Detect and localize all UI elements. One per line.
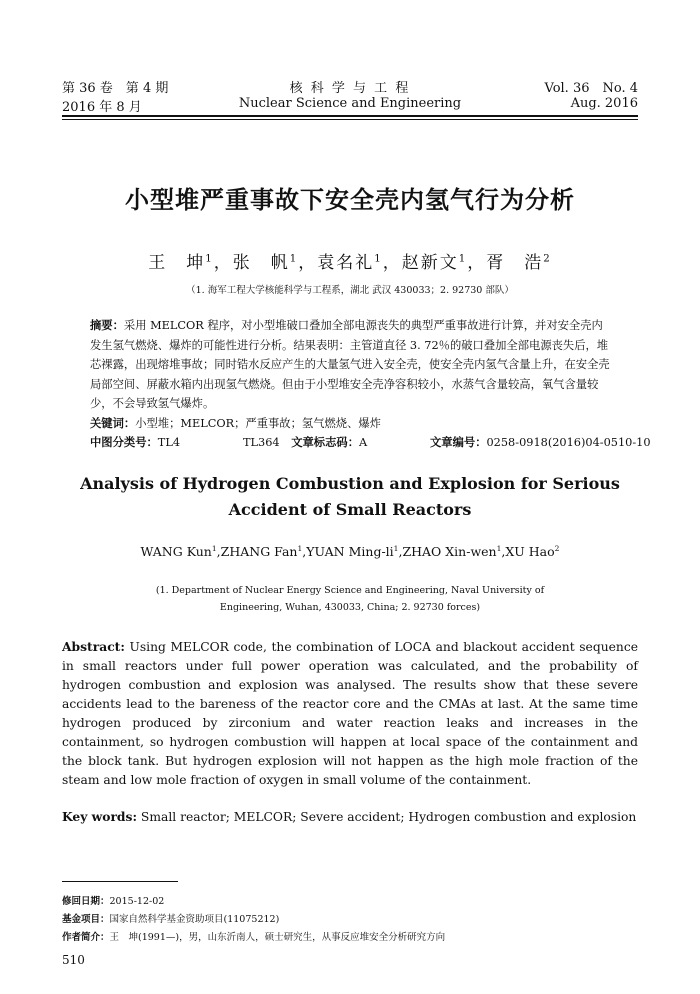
paper-title-cn: 小型堆严重事故下安全壳内氢气行为分析 (125, 185, 575, 214)
article-number (430, 433, 651, 453)
abstract-cn-line: 发生氢气燃烧、爆炸的可能性进行分析。结果表明：主管道直径 3. 72％的破口叠加全部电源丧失后，堆 (90, 338, 609, 352)
author-en: WANG Kun$^1$ (140, 544, 217, 560)
classification-label: 中图分类号： (90, 435, 158, 449)
footnotes (62, 893, 445, 947)
keywords-en-text: Small reactor; MELCOR; Severe accident; Hydrogen combustion and explosion (137, 810, 637, 824)
keywords-en-label: Key words: (62, 809, 137, 824)
abstract-en (62, 637, 638, 790)
abstract-cn-line: 摘要：采用 MELCOR 程序，对小型堆破口叠加全部电源丧失的典型严重事故进行计算，并对安全壳内 (90, 318, 603, 332)
classification-value-2: TL364 (243, 436, 280, 449)
author-en: XU Hao$^2$ (505, 544, 560, 560)
article-no-label: 文章编号： (430, 435, 487, 449)
footnote-author-bio: 作者简介：王 坤(1991—)，男，山东沂南人，硕士研究生，从事反应堆安全分析研究方向 (62, 932, 446, 943)
journal-name-cn: 核 科 学 与 工 程 (289, 81, 411, 96)
affiliation-cn: （1. 海军工程大学核能科学与工程系，湖北 武汉 430033；2. 92730 部队） (186, 285, 514, 296)
author-en-affiliation-mark: 2 (554, 544, 560, 553)
author-cn-affiliation-mark: 1 (205, 253, 214, 265)
author-cn-affiliation-mark: 1 (458, 253, 468, 265)
journal-date: 2016 年 8 月 (62, 100, 142, 115)
affiliation-en-line-2: Engineering, Wuhan, 430033, China; 2. 92730 forces) (219, 602, 481, 613)
author-cn: 王 坤$^1$ (148, 253, 214, 273)
author-cn-affiliation-mark: 1 (374, 253, 383, 265)
doc-code-label: 文章标志码： (291, 435, 359, 449)
author-en: YUAN Ming-$li^1$ (306, 544, 399, 560)
keywords-en (62, 807, 638, 827)
author-cn-affiliation-mark: 1 (289, 253, 299, 265)
abstract-en-label: Abstract: (62, 639, 125, 654)
page-number: 510 (62, 953, 85, 967)
header-rule-thin (62, 119, 638, 120)
abstract-cn-label: 摘要： (90, 318, 124, 332)
author-en-affiliation-mark: 1 (297, 544, 303, 553)
abstract-en-text: Using MELCOR code, the combination of LOCA and blackout accident sequence in small reactors under full power operation was calculated, and the probability of hydrogen combustion and explosion was analysed. The results show that these severe accidents lead to the bareness of the reactor core and the CMAs at last. At the same time hydrogen produced by zirconium and water reaction leaks and increases in the containment, so hydrogen combustion will happen at local space of the containment and the block tank. But hydrogen explosion will not happen as the high mole fraction of the steam and low mole fraction of oxygen in small volume of the containment. (62, 640, 638, 787)
article-no: 0258-0918(2016)04-0510-10 (486, 436, 651, 449)
author-en: ZHANG Fan$^1$ (220, 544, 303, 560)
classification-value-1: TL4 (157, 436, 181, 449)
affiliation-en-line-1: (1. Department of Nuclear Energy Science and Engineering, Naval University of (155, 585, 545, 596)
affiliation-en (62, 582, 638, 616)
author-en-affiliation-mark: 1 (211, 544, 217, 553)
abstract-cn-line: 芯裸露，出现熔堆事故；同时锆水反应产生的大量氢气进入安全壳，使安全壳内氢气含量上升，在安全壳 (90, 358, 610, 371)
journal-volume-en: Vol. 36 No. 4 (544, 81, 638, 96)
abstract-cn-line: 少，不会导致氢气爆炸。 (90, 397, 215, 410)
footnote-rule (62, 881, 178, 882)
abstract-cn (90, 316, 610, 433)
footnote-revised-date: 修回日期：2015-12-02 (62, 896, 165, 907)
doc-code: A (359, 436, 368, 449)
paper-title-en-line-1: Analysis of Hydrogen Combustion and Explosion for Serious (80, 474, 620, 493)
keywords-cn: 关键词：小型堆；MELCOR；严重事故；氢气燃烧、爆炸 (90, 415, 381, 430)
authors-cn: 王 坤$^1$，张 帆$^1$，袁名礼$^1$，赵新文$^1$，胥 浩$^2$ (148, 253, 552, 273)
paper-title-en (62, 471, 638, 523)
footnote-funding: 基金项目：国家自然科学基金资助项目(11075212) (62, 914, 280, 925)
journal-volume-issue: 第 36 卷 第 4 期 (62, 81, 169, 96)
author-cn: 袁名礼$^1$ (317, 253, 383, 273)
author-en-affiliation-mark: 1 (496, 544, 502, 553)
journal-date-en: Aug. 2016 (570, 96, 638, 111)
author-cn: 赵新文$^1$ (401, 253, 468, 273)
classification-2 (243, 433, 367, 453)
abstract-cn-line: 局部空间、屏蔽水箱内出现氢气燃烧。但由于小型堆安全壳净容积较小，水蒸气含量较高，氧气含量较 (90, 377, 599, 391)
author-cn-affiliation-mark: 2 (543, 253, 552, 265)
header-rule-thick (62, 115, 638, 117)
paper-title-en-line-2: Accident of Small Reactors (228, 500, 472, 519)
journal-name-en: Nuclear Science and Engineering (238, 96, 462, 111)
author-cn: 胥 浩$^2$ (486, 253, 552, 273)
author-en-affiliation-mark: 1 (393, 544, 399, 553)
classification (90, 433, 180, 453)
authors-en: WANG Kun$^1$,ZHANG Fan$^1$,YUAN Ming-$li^1,ZHAO$ Xin-wen$^1$,XU Hao$^2$ (140, 544, 560, 560)
keywords-cn-label: 关键词： (90, 415, 136, 430)
author-en: ZHAO Xin-wen$^1$ (402, 544, 502, 560)
author-cn: 张 帆$^1$ (232, 253, 299, 273)
